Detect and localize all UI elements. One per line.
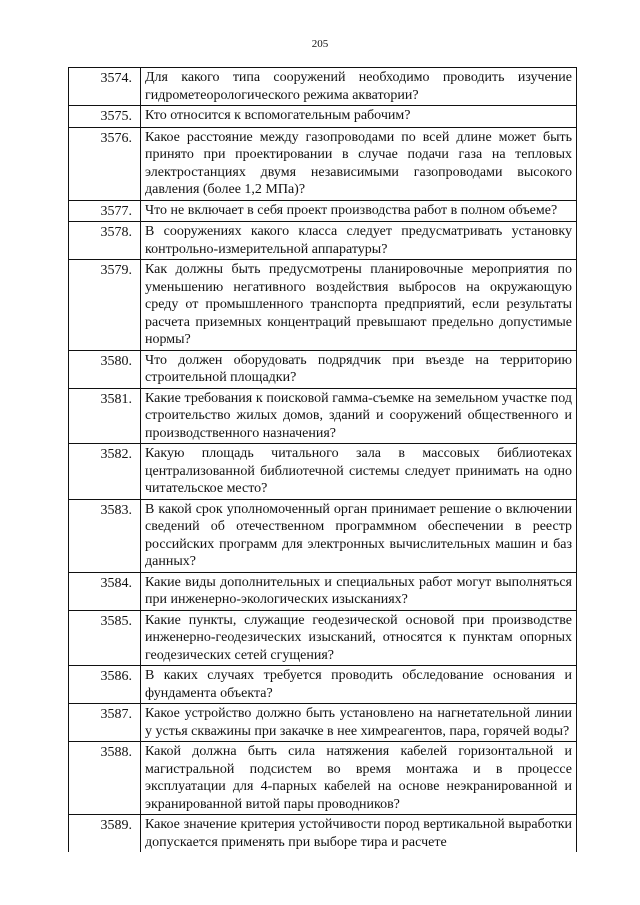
question-number: 3574.: [69, 68, 141, 106]
table-row: [69, 444, 577, 500]
table-row: [69, 610, 577, 666]
question-text: Для какого типа сооружений необходимо проводить изучение гидрометеорологического режима акватории?: [141, 68, 577, 106]
table-row: [69, 572, 577, 610]
table-row: [69, 260, 577, 351]
table-row: [69, 742, 577, 815]
question-number: 3587.: [69, 704, 141, 742]
table-row: [69, 388, 577, 444]
question-number: 3584.: [69, 572, 141, 610]
table-row: [69, 350, 577, 388]
question-text: Как должны быть предусмотрены планировочные мероприятия по уменьшению негативного воздействия выбросов на окружающую среду от промышленного транспорта предприятий, если результаты расчета приземных концентраций превышают предельно допустимые нормы?: [141, 260, 577, 351]
table-row: [69, 499, 577, 572]
table-row: [69, 68, 577, 106]
question-number: 3580.: [69, 350, 141, 388]
question-text: Какие виды дополнительных и специальных работ могут выполняться при инженерно-экологических изысканиях?: [141, 572, 577, 610]
table-row: [69, 815, 577, 853]
question-text: В сооружениях какого класса следует предусматривать установку контрольно-измерительной аппаратуры?: [141, 222, 577, 260]
table-row: [69, 106, 577, 128]
question-text: Какие требования к поисковой гамма-съемке на земельном участке под строительство жилых домов, зданий и сооружений общественного и производственного назначения?: [141, 388, 577, 444]
question-text: Какое устройство должно быть установлено на нагнетательной линии у устья скважины при закачке в нее химреагентов, пара, горячей воды?: [141, 704, 577, 742]
question-text: Какие пункты, служащие геодезической основой при производстве инженерно-геодезических изысканий, относятся к пунктам опорных геодезических сетей сгущения?: [141, 610, 577, 666]
question-text: Какой должна быть сила натяжения кабелей горизонтальной и магистральной подсистем во время монтажа и в процессе эксплуатации для 4-парных кабелей на основе неэкранированной и экранированной витой пары проводников?: [141, 742, 577, 815]
question-text: Какое расстояние между газопроводами по всей длине может быть принято при проектировании в случае подачи газа на тепловых электростанциях двумя независимыми газопроводами высокого давления (более 1,2 МПа)?: [141, 127, 577, 200]
question-text: Что не включает в себя проект производства работ в полном объеме?: [141, 200, 577, 222]
question-number: 3575.: [69, 106, 141, 128]
question-number: 3577.: [69, 200, 141, 222]
question-text: Кто относится к вспомогательным рабочим?: [141, 106, 577, 128]
question-number: 3576.: [69, 127, 141, 200]
question-number: 3582.: [69, 444, 141, 500]
question-number: 3588.: [69, 742, 141, 815]
question-text: Какое значение критерия устойчивости пород вертикальной выработки допускается применять при выборе тира и расчете: [141, 815, 577, 853]
table-row: [69, 666, 577, 704]
question-text: В какой срок уполномоченный орган принимает решение о включении сведений об отечественном программном обеспечении в реестр российских программ для электронных вычислительных машин и баз данных?: [141, 499, 577, 572]
page-number: 205: [311, 38, 329, 50]
question-number: 3578.: [69, 222, 141, 260]
question-number: 3586.: [69, 666, 141, 704]
question-number: 3589.: [69, 815, 141, 853]
question-text: Что должен оборудовать подрядчик при въезде на территорию строительной площадки?: [141, 350, 577, 388]
table-row: [69, 127, 577, 200]
question-text: В каких случаях требуется проводить обследование основания и фундамента объекта?: [141, 666, 577, 704]
table-row: [69, 704, 577, 742]
question-number: 3581.: [69, 388, 141, 444]
question-number: 3583.: [69, 499, 141, 572]
question-number: 3579.: [69, 260, 141, 351]
question-number: 3585.: [69, 610, 141, 666]
table-row: [69, 222, 577, 260]
questions-table: [68, 67, 577, 852]
question-text: Какую площадь читального зала в массовых библиотеках централизованной библиотечной системы следует принимать на одно читательское место?: [141, 444, 577, 500]
table-row: [69, 200, 577, 222]
